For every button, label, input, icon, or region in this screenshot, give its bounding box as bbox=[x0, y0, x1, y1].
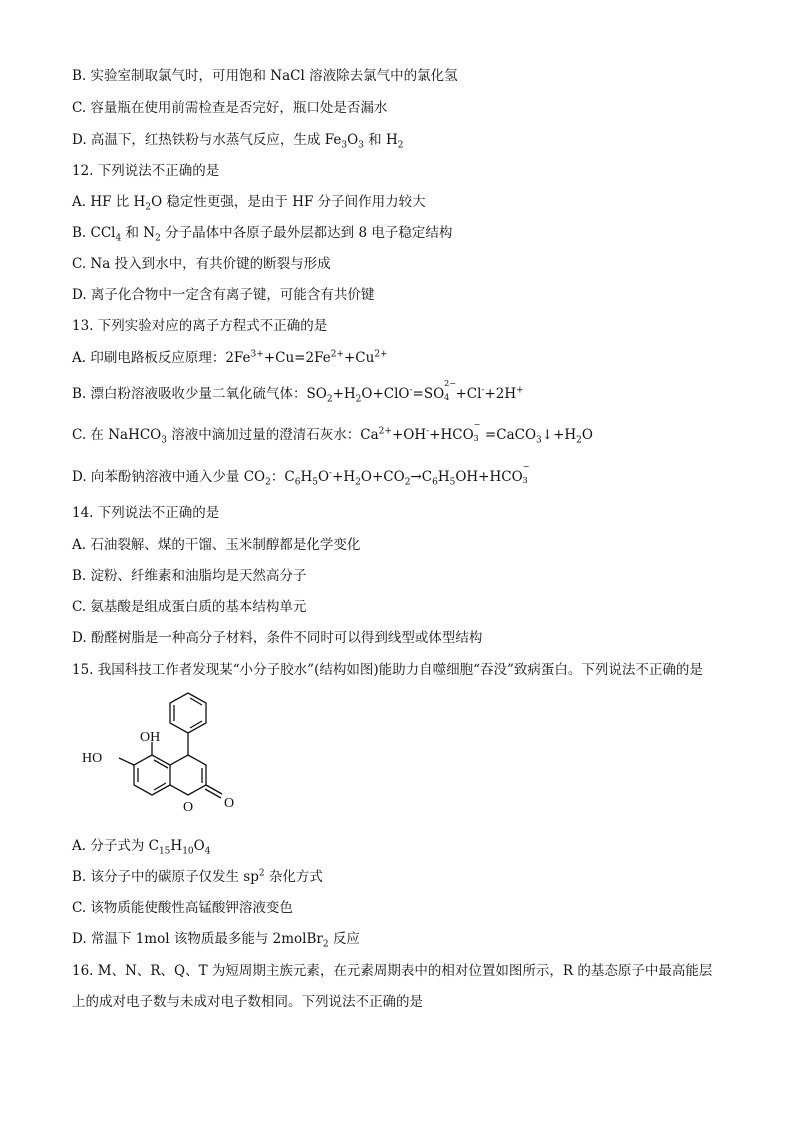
subscript: 4 bbox=[115, 233, 122, 244]
ho-bond bbox=[119, 758, 134, 765]
subscript: 2 bbox=[326, 394, 333, 405]
oh-label: OH bbox=[140, 730, 161, 745]
charge: − bbox=[522, 462, 530, 471]
question-13-stem bbox=[72, 316, 327, 336]
superscript: + bbox=[516, 385, 524, 396]
subscript: 2 bbox=[322, 939, 329, 950]
option-14c bbox=[72, 597, 306, 617]
text: D. 向苯酚钠溶液中通入少量 CO bbox=[72, 469, 266, 485]
carbonyl-oxygen-label: O bbox=[224, 796, 235, 811]
text: H bbox=[300, 469, 313, 485]
charge: − bbox=[473, 420, 481, 429]
option-15d bbox=[72, 929, 360, 949]
superscript: - bbox=[426, 426, 430, 437]
text: ↓+H bbox=[541, 427, 577, 443]
option-12b bbox=[72, 223, 452, 243]
subscript: 2 bbox=[355, 477, 361, 488]
option-13a bbox=[72, 348, 388, 368]
question-14-stem bbox=[72, 503, 219, 523]
text: 16. M、N、R、Q、T 为短周期主族元素，在元素周期表中的相对位置如图所示，R 的基态原子中最高能层 bbox=[72, 963, 713, 979]
superscript: 3+ bbox=[250, 349, 264, 360]
option-11d bbox=[72, 130, 403, 150]
text: C. 氨基酸是组成蛋白质的基本结构单元 bbox=[72, 599, 307, 615]
question-16-stem-line2 bbox=[72, 992, 423, 1012]
option-14a bbox=[72, 535, 360, 555]
option-15a bbox=[72, 836, 210, 856]
text: O+ClO bbox=[361, 386, 410, 402]
text: B. 该分子中的碳原子仅发生 sp bbox=[72, 869, 259, 885]
option-15c bbox=[72, 898, 293, 918]
subscript: 2 bbox=[576, 435, 582, 446]
option-13b bbox=[72, 379, 524, 405]
option-12a bbox=[72, 192, 426, 212]
subscript: 5 bbox=[312, 477, 318, 488]
text: +2H bbox=[484, 386, 517, 402]
ho-label: HO bbox=[82, 751, 103, 766]
subscript: 2 bbox=[265, 477, 271, 488]
superscript: - bbox=[409, 385, 413, 396]
text: D. 常温下 1mol 该物质最多能与 2molBr bbox=[72, 931, 323, 947]
subscript: 3 bbox=[358, 140, 364, 151]
text: B. 漂白粉溶液吸收少量二氧化硫气体：SO bbox=[72, 386, 327, 402]
subscript: 15 bbox=[158, 846, 171, 857]
subscript: 6 bbox=[432, 477, 438, 488]
text: C. 该物质能使酸性高锰酸钾溶液变色 bbox=[72, 900, 293, 916]
superscript: 2+ bbox=[378, 426, 392, 437]
option-13d bbox=[72, 462, 530, 488]
phenyl-double-bonds bbox=[174, 698, 202, 728]
charge-stack bbox=[444, 379, 456, 402]
option-12c bbox=[72, 254, 331, 274]
subscript: 2 bbox=[397, 140, 404, 151]
text: C. 在 NaHCO bbox=[72, 427, 162, 443]
option-11c bbox=[72, 98, 387, 118]
option-14b bbox=[72, 566, 307, 586]
benzo-double-bonds bbox=[138, 760, 168, 790]
carbonyl-bond bbox=[205, 785, 222, 798]
text: O bbox=[581, 427, 593, 443]
subscript: 2 bbox=[404, 477, 411, 488]
text: →C bbox=[410, 469, 433, 485]
text: A. HF 比 H bbox=[72, 194, 146, 210]
superscript: - bbox=[329, 468, 333, 479]
phenyl-ring bbox=[170, 693, 206, 733]
text: 分子晶体中各原子最外层都达到 8 电子稳定结构 bbox=[160, 225, 453, 241]
text: 13. 下列实验对应的离子方程式不正确的是 bbox=[72, 318, 328, 334]
text: H bbox=[437, 469, 450, 485]
subscript: 3 bbox=[536, 435, 542, 446]
question-15-stem bbox=[72, 660, 703, 680]
text: O+CO bbox=[360, 469, 405, 485]
subscript: 2 bbox=[145, 202, 152, 213]
option-15b bbox=[72, 867, 323, 887]
ring-oxygen-label: O bbox=[183, 800, 194, 815]
bonds bbox=[119, 693, 222, 798]
charge: 2− bbox=[444, 379, 456, 388]
subscript: 6 bbox=[294, 477, 301, 488]
text: 和 H bbox=[363, 132, 398, 148]
text: H bbox=[170, 838, 183, 854]
text: 反应 bbox=[328, 931, 360, 947]
text: C. 容量瓶在使用前需检查是否完好，瓶口处是否漏水 bbox=[72, 100, 388, 116]
text: +Cl bbox=[451, 386, 482, 402]
text: +H bbox=[332, 469, 356, 485]
text: +Cu bbox=[343, 350, 375, 366]
text: 杂化方式 bbox=[264, 869, 323, 885]
option-11b bbox=[72, 66, 458, 86]
text: 14. 下列说法不正确的是 bbox=[72, 505, 220, 521]
text: +HCO bbox=[429, 427, 474, 443]
text: =SO bbox=[412, 386, 445, 402]
text: +OH bbox=[391, 427, 427, 443]
text: 和 N bbox=[121, 225, 156, 241]
subscript: 3 bbox=[341, 140, 348, 151]
option-12d bbox=[72, 285, 374, 305]
pyranone-ring bbox=[170, 755, 206, 795]
subscript: 5 bbox=[449, 477, 456, 488]
superscript: 2+ bbox=[330, 349, 344, 360]
text: D. 离子化合物中一定含有离子键，可能含有共价键 bbox=[72, 287, 375, 303]
text: A. 石油裂解、煤的干馏、玉米制醇都是化学变化 bbox=[72, 537, 361, 553]
subscript: 3 bbox=[473, 434, 479, 443]
text: A. 分子式为 C bbox=[72, 838, 159, 854]
subscript: 4 bbox=[204, 846, 211, 857]
benzo-ring bbox=[134, 755, 170, 795]
text: O bbox=[347, 132, 359, 148]
option-14d bbox=[72, 628, 482, 648]
charge-stack bbox=[473, 420, 481, 443]
text: B. 淀粉、纤维素和油脂均是天然高分子 bbox=[72, 568, 307, 584]
subscript: 2 bbox=[155, 233, 161, 244]
text: D. 酚醛树脂是一种高分子材料，条件不同时可以得到线型或体型结构 bbox=[72, 630, 483, 646]
subscript: 3 bbox=[161, 435, 167, 446]
text: ：C bbox=[270, 469, 295, 485]
molecule-structure-diagram bbox=[74, 690, 254, 830]
question-16-stem-line1 bbox=[72, 961, 712, 981]
superscript: - bbox=[481, 385, 485, 396]
text: A. 印刷电路板反应原理：2Fe bbox=[72, 350, 251, 366]
subscript: 10 bbox=[182, 846, 194, 857]
text: =CaCO bbox=[480, 427, 537, 443]
superscript: 2+ bbox=[374, 349, 388, 360]
subscript: 2 bbox=[355, 394, 362, 405]
superscript: 2 bbox=[258, 868, 265, 879]
text: 15. 我国科技工作者发现某“小分子胶水”(结构如图)能助力自噬细胞“吞没”致病蛋白。下列说法不正确的是 bbox=[72, 662, 703, 678]
text: O bbox=[317, 469, 330, 485]
text: D. 高温下，红热铁粉与水蒸气反应，生成 Fe bbox=[72, 132, 342, 148]
text: O bbox=[193, 838, 205, 854]
text: +Cu=2Fe bbox=[263, 350, 331, 366]
text: O 稳定性更强，是由于 HF 分子间作用力较大 bbox=[151, 194, 426, 210]
text: 12. 下列说法不正确的是 bbox=[72, 163, 220, 179]
option-13c bbox=[72, 420, 593, 446]
text: 上的成对电子数与未成对电子数相同。下列说法不正确的是 bbox=[72, 994, 423, 1010]
text: +H bbox=[332, 386, 356, 402]
subscript: 4 bbox=[444, 393, 450, 402]
text: B. CCl bbox=[72, 225, 116, 241]
text: 溶液中滴加过量的澄清石灰水：Ca bbox=[167, 427, 379, 443]
charge-stack bbox=[522, 462, 530, 485]
text: OH+HCO bbox=[455, 469, 523, 485]
text: B. 实验室制取氯气时，可用饱和 NaCl 溶液除去氯气中的氯化氢 bbox=[72, 68, 458, 84]
subscript: 3 bbox=[522, 476, 528, 485]
text: C. Na 投入到水中，有共价键的断裂与形成 bbox=[72, 256, 331, 272]
question-12-stem bbox=[72, 161, 219, 181]
